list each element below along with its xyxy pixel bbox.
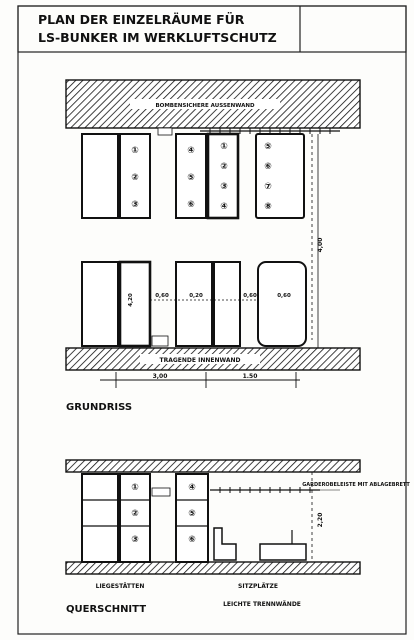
dim-label: 0,60 xyxy=(277,293,291,299)
inner-wall-label: TRAGENDE INNENWAND xyxy=(159,357,241,364)
small-shelf xyxy=(152,488,170,496)
bunk-num: ② xyxy=(131,509,139,519)
dim-right: 1.50 xyxy=(242,373,258,380)
bunk-num: ④ xyxy=(220,202,228,212)
bunk-num: ⑤ xyxy=(264,142,272,152)
bunk-section-1 xyxy=(82,474,118,562)
bunk-num: ① xyxy=(220,142,228,152)
outer-wall-label: BOMBENSICHERE AUSSENWAND xyxy=(155,103,255,109)
label-sitzplaetze: SITZPLÄTZE xyxy=(238,583,278,590)
label-trennwaende: LEICHTE TRENNWÄNDE xyxy=(223,601,301,608)
bunk-num: ⑤ xyxy=(187,173,195,183)
bunk-num: ② xyxy=(220,162,228,172)
bunk-num: ① xyxy=(131,483,139,493)
dim-label: 0,60 xyxy=(243,293,257,299)
dim-label: 0,60 xyxy=(155,293,169,299)
dim-height-plan: 4,00 xyxy=(317,237,324,253)
bunk-num: ③ xyxy=(220,182,228,192)
label-garderobe: GARDEROBELEISTE MIT ABLAGEBRETT xyxy=(302,482,410,488)
bunk-num: ⑤ xyxy=(188,509,196,519)
seat-1 xyxy=(214,528,236,560)
title-line-2: LS-BUNKER IM WERKLUFTSCHUTZ xyxy=(38,30,277,45)
bunk-num: ⑦ xyxy=(264,182,272,192)
small-shelf xyxy=(158,128,172,135)
label-liegestaetten: LIEGESTÄTTEN xyxy=(95,583,145,590)
bunk-num: ③ xyxy=(131,535,139,545)
dim-label: 0,20 xyxy=(189,293,203,299)
bunk-plan-7 xyxy=(120,262,150,346)
bunk-plan-1 xyxy=(82,134,118,218)
seat-2 xyxy=(260,544,306,560)
section-height: 2,20 xyxy=(317,512,324,528)
cross-section xyxy=(66,460,410,615)
dim-left: 3,00 xyxy=(152,373,168,380)
label-schnitt: QUERSCHNITT xyxy=(66,604,147,615)
bunk-num: ⑥ xyxy=(188,535,196,545)
bunk-num: ② xyxy=(131,173,139,183)
bunk-plan-8 xyxy=(176,262,212,346)
bunk-num: ④ xyxy=(187,146,195,156)
bunk-num: ⑥ xyxy=(264,162,272,172)
bunk-plan-6 xyxy=(82,262,118,346)
ceiling xyxy=(66,460,360,472)
bunk-plan-10 xyxy=(258,262,306,346)
dim-label: 4,20 xyxy=(128,293,134,307)
title-block xyxy=(18,6,406,52)
bunk-num: ① xyxy=(131,146,139,156)
bunk-plan-5 xyxy=(256,134,304,218)
bunk-num: ③ xyxy=(131,200,139,210)
bunk-num: ⑥ xyxy=(187,200,195,210)
bunk-num: ⑧ xyxy=(264,202,272,212)
title-line-1: PLAN DER EINZELRÄUME FÜR xyxy=(38,12,245,27)
bunk-plan-9 xyxy=(214,262,240,346)
floor xyxy=(66,562,360,574)
small-box xyxy=(152,336,168,346)
bunk-num: ④ xyxy=(188,483,196,493)
label-grundriss: GRUNDRISS xyxy=(66,402,133,413)
floor-plan xyxy=(66,80,360,413)
